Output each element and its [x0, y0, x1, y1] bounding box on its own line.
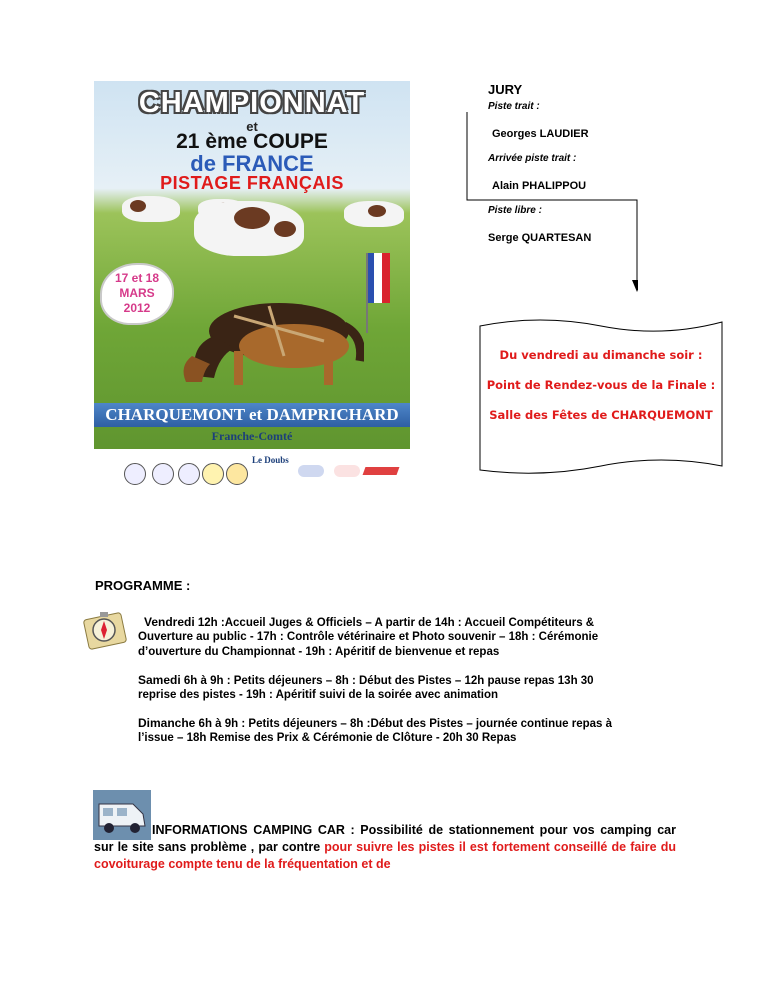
poster-de-france: de FRANCE — [190, 151, 314, 176]
arrivee-name: Alain PHALIPPOU — [492, 180, 587, 192]
notice-line-1: Du vendredi au dimanche soir : — [499, 348, 703, 362]
camping-red: pour suivre les pistes il est fortement conseillé de faire du covoiturage compte tenu de la fréquentation et de — [94, 840, 676, 871]
piste-libre-name: Serge QUARTESAN — [488, 232, 592, 244]
sponsor-logo-4 — [202, 463, 224, 485]
camping-info — [94, 822, 676, 873]
dimanche-text-1: 6h à 9h : Petits déjeuners – 8h :Début des Pistes – journée continue repas à — [195, 718, 613, 730]
vendredi-text-1: 12h :Accueil Juges & Officiels – A partir de 14h : Accueil Compétiteurs & — [194, 617, 595, 629]
vendredi-line-3: d’ouverture du Championnat - 19h : Apéritif de bienvenue et repas — [138, 646, 500, 658]
sponsor-logo-1 — [124, 463, 146, 485]
date-line-1: 17 et 18 — [114, 271, 160, 285]
sponsor-logo-5 — [226, 463, 248, 485]
sponsor-logo-8 — [363, 467, 400, 475]
compass-icon — [80, 606, 130, 654]
piste-trait-label: Piste trait : — [488, 101, 540, 112]
sponsor-logo-2 — [152, 463, 174, 485]
dog-illustration — [174, 286, 364, 391]
dimanche-day: Dimanche — [138, 716, 196, 730]
sponsor-logo-6 — [298, 465, 324, 477]
date-line-3: 2012 — [123, 301, 151, 315]
sponsor-doubs: Le Doubs — [252, 455, 289, 465]
vendredi-day: Vendredi — [144, 615, 195, 629]
vendredi-line-1 — [144, 615, 594, 631]
notice-line-3: Salle des Fêtes de CHARQUEMONT — [489, 408, 713, 422]
arrivee-label: Arrivée piste trait : — [488, 153, 577, 164]
samedi-line-1 — [138, 673, 594, 689]
rendezvous-notice-box — [478, 316, 724, 476]
poster-coupe: 21 ème COUPE — [176, 130, 328, 153]
samedi-text-1: 6h à 9h : Petits déjeuners – 8h : Début des Pistes – 12h pause repas 13h 30 — [180, 675, 594, 687]
cow-4 — [344, 201, 404, 227]
cow-1 — [122, 196, 180, 222]
sponsor-logo-7 — [334, 465, 360, 477]
notice-line-2: Point de Rendez-vous de la Finale : — [486, 378, 716, 392]
dimanche-line-1 — [138, 716, 612, 732]
samedi-line-2: reprise des pistes - 19h : Apéritif suivi de la soirée avec animation — [138, 689, 499, 701]
french-flag — [366, 253, 390, 323]
date-badge — [102, 265, 172, 323]
poster-banner: CHARQUEMONT et DAMPRICHARD — [94, 403, 410, 427]
vendredi-line-2: Ouverture au public - 17h : Contrôle vétérinaire et Photo souvenir – 18h : Cérémonie — [138, 631, 599, 643]
date-line-2: MARS — [119, 286, 155, 300]
programme-title: PROGRAMME : — [95, 578, 191, 593]
piste-trait-name: Georges LAUDIER — [492, 128, 589, 140]
camping-lead: INFORMATIONS CAMPING CAR : Possibilité de stationnement pour vos camping car sur le site sans problème , par contre — [94, 823, 676, 854]
sponsor-logo-3 — [178, 463, 200, 485]
poster-region: Franche-Comté — [211, 429, 293, 443]
poster-pistage: PISTAGE FRANÇAIS — [160, 173, 344, 193]
piste-libre-label: Piste libre : — [488, 205, 542, 216]
samedi-day: Samedi — [138, 673, 181, 687]
poster-championnat: CHAMPIONNAT — [138, 87, 366, 119]
poster-et: et — [246, 119, 258, 134]
dimanche-line-2: l’issue – 18h Remise des Prix & Cérémonie de Clôture - 20h 30 Repas — [138, 732, 517, 744]
cow-3 — [194, 201, 304, 256]
connector-arrow — [466, 112, 638, 292]
sponsor-strip — [94, 449, 410, 494]
jury-title: JURY — [488, 82, 523, 97]
event-poster — [94, 81, 410, 494]
